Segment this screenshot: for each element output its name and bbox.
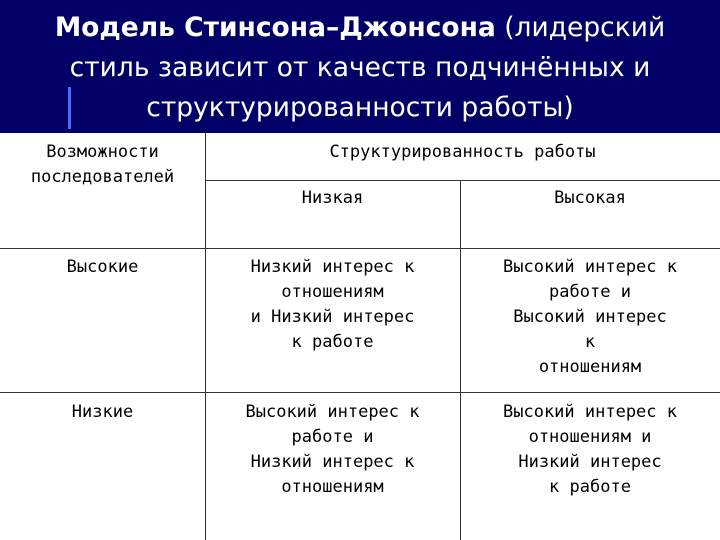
h-line-sub [205,180,720,181]
cell-line: работе и [291,427,374,447]
slide-title [20,8,700,128]
cell-high-low [205,255,460,355]
cell-line: Высокий интерес [513,307,667,327]
cell-line: к [584,332,596,352]
cell-low-low [205,400,460,500]
h-line-row1 [0,248,720,249]
cell-line: Высокий интерес к [245,402,420,422]
cell-line: к работе [291,332,374,352]
row-label-low: Низкие [71,402,134,422]
h-line-row2 [0,392,720,393]
subheader-high: Высокая [554,188,626,208]
cell-line: к работе [549,477,631,497]
header-structuredness: Структурированность работы [329,142,596,162]
cell-line: отношениям и [528,427,652,447]
subheader-low: Низкая [301,188,364,208]
cell-line: отношениям [281,477,384,497]
cell-line: Низкий интерес к [250,452,415,472]
cell-line: отношениям [538,357,642,377]
leadership-table [0,133,720,540]
cell-line: и Низкий интерес [250,307,415,327]
header-capabilities-line: Возможности [46,142,159,162]
cell-low-high [460,400,720,500]
cell-line: Высокий интерес к [503,402,677,422]
cell-line: Высокий интерес к [503,257,677,277]
header-capabilities [0,140,205,190]
cell-high-high [460,255,720,380]
row-label-high: Высокие [66,257,139,277]
cell-line: Низкий интерес к [250,257,415,277]
title-bold: Модель Стинсона–Джонсона [54,12,496,43]
cell-line: работе и [549,282,631,302]
cell-line: отношениям [281,282,384,302]
cell-line: Низкий интерес [518,452,662,472]
title-rest: (лидерский стиль зависит от качеств подчинённых и структурированности работы) [69,12,666,123]
header-capabilities-line: последователей [30,167,175,187]
